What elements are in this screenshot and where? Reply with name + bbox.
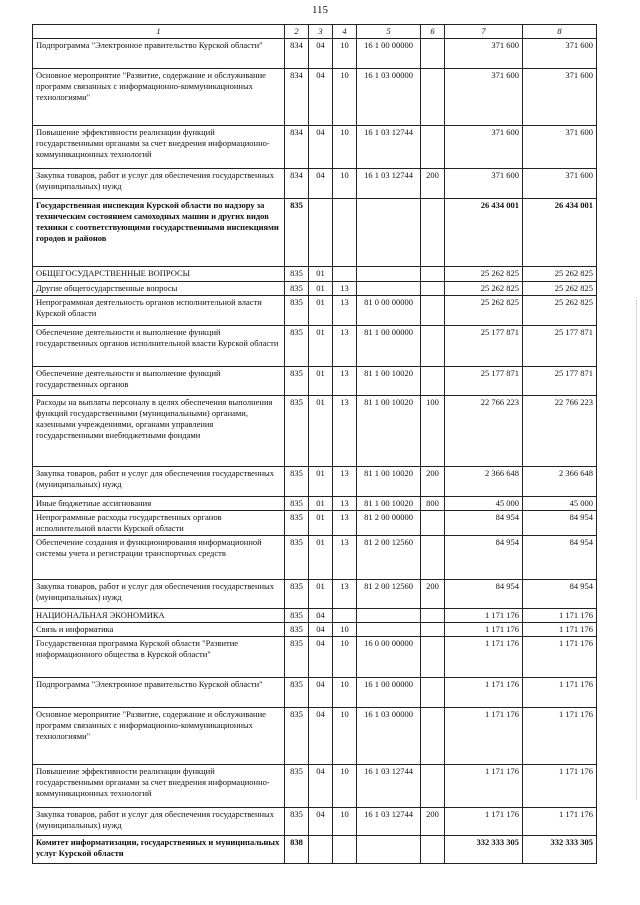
row-section-code: 01 [309,580,333,609]
row-expense-type [421,511,445,536]
row-target-code: 16 1 03 12744 [357,169,421,199]
row-subsection-code: 13 [333,536,357,580]
row-ministry-code: 835 [285,808,309,836]
table-row [33,467,597,497]
row-name: Подпрограмма "Электронное правительство Курской области" [33,678,285,708]
row-ministry-code: 835 [285,467,309,497]
row-expense-type [421,609,445,623]
row-ministry-code: 834 [285,169,309,199]
row-expense-type: 200 [421,580,445,609]
row-ministry-code: 835 [285,282,309,296]
row-subsection-code: 10 [333,126,357,169]
row-name: Непрограммные расходы государственных органов исполнительной власти Курской области [33,511,285,536]
row-ministry-code: 835 [285,708,309,765]
row-ministry-code: 834 [285,126,309,169]
row-amount-1: 25 262 825 [445,282,523,296]
table-row [33,609,597,623]
row-expense-type [421,282,445,296]
row-amount-2: 1 171 176 [523,678,597,708]
row-ministry-code: 835 [285,296,309,326]
row-target-code: 16 1 03 00000 [357,69,421,126]
row-amount-1: 25 177 871 [445,367,523,396]
row-expense-type: 200 [421,169,445,199]
row-section-code: 01 [309,536,333,580]
row-section-code: 04 [309,765,333,808]
row-amount-1: 1 171 176 [445,708,523,765]
table-row [33,511,597,536]
row-amount-1: 25 177 871 [445,326,523,367]
row-amount-1: 371 600 [445,69,523,126]
table-row [33,69,597,126]
row-target-code: 81 1 00 10020 [357,467,421,497]
row-target-code: 81 1 00 10020 [357,396,421,467]
row-section-code: 01 [309,367,333,396]
row-amount-2: 332 333 305 [523,836,597,864]
table-row [33,536,597,580]
table-row [33,765,597,808]
row-ministry-code: 835 [285,497,309,511]
table-row [33,678,597,708]
row-name: Государственная программа Курской области "Развитие информационного общества в Курской области" [33,637,285,678]
row-amount-2: 371 600 [523,69,597,126]
row-section-code: 04 [309,708,333,765]
row-amount-2: 25 262 825 [523,296,597,326]
row-name: Другие общегосударственные вопросы [33,282,285,296]
table-row [33,396,597,467]
row-amount-2: 25 177 871 [523,367,597,396]
row-name: Закупка товаров, работ и услуг для обеспечения государственных (муниципальных) нужд [33,169,285,199]
row-name: Основное мероприятие "Развитие, содержание и обслуживание программ связанных с информационно-коммуникационных технологиями" [33,69,285,126]
table-row [33,708,597,765]
row-target-code: 16 1 03 00000 [357,708,421,765]
row-name: Непрограммная деятельность органов исполнительной власти Курской области [33,296,285,326]
row-amount-2: 1 171 176 [523,609,597,623]
row-target-code: 81 1 00 10020 [357,497,421,511]
column-header: 5 [357,25,421,39]
row-amount-1: 1 171 176 [445,609,523,623]
row-amount-1: 26 434 001 [445,199,523,267]
row-ministry-code: 838 [285,836,309,864]
row-target-code: 16 0 00 00000 [357,637,421,678]
row-amount-2: 45 000 [523,497,597,511]
row-subsection-code: 10 [333,808,357,836]
row-section-code: 04 [309,623,333,637]
row-expense-type [421,296,445,326]
margin-dotted-line [636,300,638,800]
row-subsection-code: 10 [333,637,357,678]
row-expense-type [421,39,445,69]
table-row [33,637,597,678]
row-subsection-code: 10 [333,169,357,199]
row-subsection-code: 10 [333,708,357,765]
row-amount-2: 25 262 825 [523,267,597,282]
row-name: ОБЩЕГОСУДАРСТВЕННЫЕ ВОПРОСЫ [33,267,285,282]
row-expense-type: 200 [421,808,445,836]
row-amount-1: 371 600 [445,39,523,69]
column-header: 6 [421,25,445,39]
row-amount-1: 1 171 176 [445,765,523,808]
row-expense-type [421,623,445,637]
row-ministry-code: 834 [285,39,309,69]
row-expense-type [421,678,445,708]
row-target-code: 81 1 00 00000 [357,326,421,367]
row-amount-2: 84 954 [523,580,597,609]
row-subsection-code: 10 [333,678,357,708]
row-subsection-code: 13 [333,497,357,511]
row-section-code: 01 [309,326,333,367]
row-section-code: 04 [309,678,333,708]
table-row [33,169,597,199]
row-ministry-code: 834 [285,69,309,126]
row-subsection-code: 10 [333,623,357,637]
row-subsection-code: 13 [333,580,357,609]
row-name: Расходы на выплаты персоналу в целях обеспечения выполнения функций государственными (муниципальными) органами, казенными учреждениями, органами управления государственными внебюджетными фондами [33,396,285,467]
table-row [33,267,597,282]
row-ministry-code: 835 [285,267,309,282]
row-target-code: 16 1 03 12744 [357,808,421,836]
column-header-row [33,25,597,39]
row-amount-1: 84 954 [445,580,523,609]
row-section-code [309,199,333,267]
row-subsection-code: 13 [333,396,357,467]
row-amount-2: 84 954 [523,511,597,536]
row-amount-2: 25 262 825 [523,282,597,296]
row-name: Иные бюджетные ассигнования [33,497,285,511]
row-amount-2: 1 171 176 [523,708,597,765]
row-expense-type [421,637,445,678]
row-name: НАЦИОНАЛЬНАЯ ЭКОНОМИКА [33,609,285,623]
row-subsection-code: 13 [333,282,357,296]
row-target-code: 16 1 03 12744 [357,765,421,808]
column-header: 7 [445,25,523,39]
row-expense-type [421,69,445,126]
column-header: 3 [309,25,333,39]
row-subsection-code: 10 [333,39,357,69]
row-name: Комитет информатизации, государственных и муниципальных услуг Курской области [33,836,285,864]
table-row [33,282,597,296]
table-row [33,326,597,367]
row-section-code: 01 [309,282,333,296]
row-section-code [309,836,333,864]
row-target-code: 81 2 00 00000 [357,511,421,536]
row-section-code: 04 [309,609,333,623]
row-section-code: 01 [309,267,333,282]
row-ministry-code: 835 [285,511,309,536]
row-subsection-code: 10 [333,69,357,126]
row-ministry-code: 835 [285,623,309,637]
row-ministry-code: 835 [285,580,309,609]
row-amount-1: 45 000 [445,497,523,511]
row-ministry-code: 835 [285,678,309,708]
row-target-code [357,199,421,267]
row-expense-type: 100 [421,396,445,467]
row-name: Основное мероприятие "Развитие, содержание и обслуживание программ связанных с информационно-коммуникационных технологиями" [33,708,285,765]
row-amount-1: 1 171 176 [445,678,523,708]
row-subsection-code: 13 [333,367,357,396]
row-section-code: 01 [309,296,333,326]
row-expense-type [421,708,445,765]
row-amount-1: 1 171 176 [445,623,523,637]
row-amount-2: 2 366 648 [523,467,597,497]
table-row [33,623,597,637]
row-amount-1: 371 600 [445,126,523,169]
row-subsection-code: 13 [333,296,357,326]
row-amount-1: 25 262 825 [445,296,523,326]
row-amount-2: 371 600 [523,169,597,199]
row-amount-1: 2 366 648 [445,467,523,497]
row-section-code: 01 [309,497,333,511]
row-amount-2: 22 766 223 [523,396,597,467]
row-expense-type [421,765,445,808]
row-name: Закупка товаров, работ и услуг для обеспечения государственных (муниципальных) нужд [33,467,285,497]
row-name: Связь и информатика [33,623,285,637]
row-amount-1: 1 171 176 [445,808,523,836]
table-row [33,296,597,326]
row-section-code: 01 [309,396,333,467]
row-section-code: 04 [309,637,333,678]
row-amount-1: 371 600 [445,169,523,199]
row-target-code: 16 1 00 00000 [357,39,421,69]
row-section-code: 04 [309,126,333,169]
row-name: Закупка товаров, работ и услуг для обеспечения государственных (муниципальных) нужд [33,808,285,836]
row-section-code: 04 [309,69,333,126]
row-section-code: 04 [309,169,333,199]
row-ministry-code: 835 [285,396,309,467]
row-name: Повышение эффективности реализации функций государственными органами за счет внедрения информационно-коммуникационных технологий [33,126,285,169]
row-expense-type [421,326,445,367]
row-target-code [357,267,421,282]
row-subsection-code [333,836,357,864]
row-ministry-code: 835 [285,199,309,267]
row-expense-type [421,126,445,169]
row-ministry-code: 835 [285,765,309,808]
row-target-code: 81 2 00 12560 [357,536,421,580]
row-amount-2: 371 600 [523,126,597,169]
column-header: 2 [285,25,309,39]
row-target-code: 16 1 00 00000 [357,678,421,708]
page-number: 115 [311,4,329,16]
table-row [33,126,597,169]
row-section-code: 04 [309,808,333,836]
row-ministry-code: 835 [285,326,309,367]
budget-table [32,24,597,864]
row-ministry-code: 835 [285,637,309,678]
row-subsection-code [333,267,357,282]
row-target-code: 81 2 00 12560 [357,580,421,609]
row-expense-type: 800 [421,497,445,511]
row-amount-2: 1 171 176 [523,765,597,808]
row-subsection-code [333,609,357,623]
row-amount-2: 1 171 176 [523,623,597,637]
row-target-code: 16 1 03 12744 [357,126,421,169]
table-row [33,808,597,836]
row-expense-type [421,199,445,267]
table-row [33,367,597,396]
column-header: 1 [33,25,285,39]
row-target-code: 81 0 00 00000 [357,296,421,326]
row-expense-type [421,267,445,282]
table-row [33,836,597,864]
row-amount-2: 371 600 [523,39,597,69]
row-target-code [357,623,421,637]
row-subsection-code: 13 [333,511,357,536]
row-target-code [357,609,421,623]
row-subsection-code [333,199,357,267]
row-section-code: 04 [309,39,333,69]
row-ministry-code: 835 [285,609,309,623]
row-name: Государственная инспекция Курской области по надзору за техническим состоянием самоходных машин и других видов техники с соответствующими государственными инспекциями городов и районов [33,199,285,267]
row-expense-type [421,367,445,396]
row-amount-1: 25 262 825 [445,267,523,282]
row-name: Закупка товаров, работ и услуг для обеспечения государственных (муниципальных) нужд [33,580,285,609]
row-subsection-code: 13 [333,467,357,497]
row-target-code [357,836,421,864]
row-amount-1: 332 333 305 [445,836,523,864]
row-amount-1: 84 954 [445,511,523,536]
column-header: 4 [333,25,357,39]
row-amount-2: 1 171 176 [523,808,597,836]
row-amount-1: 22 766 223 [445,396,523,467]
column-header: 8 [523,25,597,39]
row-name: Повышение эффективности реализации функций государственными органами за счет внедрения информационно-коммуникационных технологий [33,765,285,808]
row-ministry-code: 835 [285,536,309,580]
row-amount-1: 84 954 [445,536,523,580]
row-amount-2: 1 171 176 [523,637,597,678]
table-row [33,497,597,511]
row-name: Обеспечение деятельности и выполнение функций государственных органов исполнительной власти Курской области [33,326,285,367]
row-name: Подпрограмма "Электронное правительство Курской области" [33,39,285,69]
row-section-code: 01 [309,511,333,536]
row-expense-type [421,836,445,864]
row-amount-2: 84 954 [523,536,597,580]
row-subsection-code: 10 [333,765,357,808]
row-ministry-code: 835 [285,367,309,396]
row-name: Обеспечение создания и функционирования информационной системы учета и регистрации транспортных средств [33,536,285,580]
row-amount-1: 1 171 176 [445,637,523,678]
table-row [33,39,597,69]
row-amount-2: 26 434 001 [523,199,597,267]
table-row [33,580,597,609]
table-row [33,199,597,267]
row-expense-type [421,536,445,580]
row-amount-2: 25 177 871 [523,326,597,367]
row-name: Обеспечение деятельности и выполнение функций государственных органов [33,367,285,396]
row-subsection-code: 13 [333,326,357,367]
row-target-code: 81 1 00 10020 [357,367,421,396]
row-section-code: 01 [309,467,333,497]
row-target-code [357,282,421,296]
row-expense-type: 200 [421,467,445,497]
